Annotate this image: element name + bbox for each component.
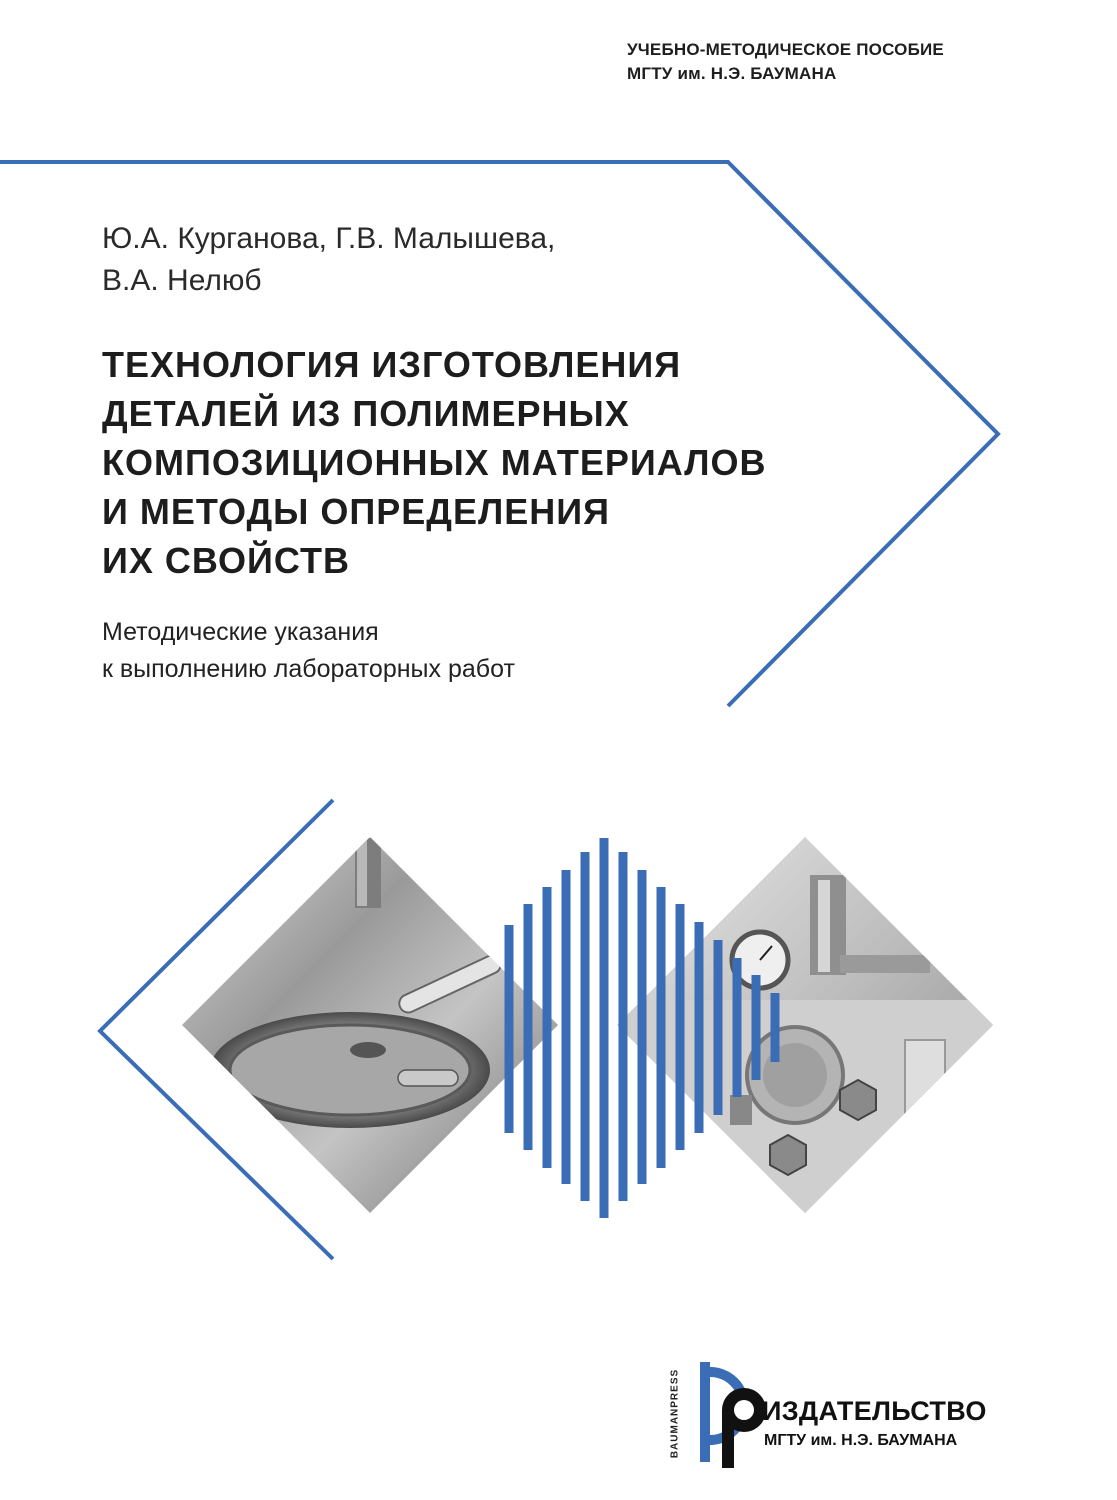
blue-bars xyxy=(509,838,775,1218)
publisher-block xyxy=(668,1360,1008,1470)
subtitle-line-1: Методические указания xyxy=(102,618,379,646)
authors-line-1: Ю.А. Курганова, Г.В. Малышева, xyxy=(102,222,556,255)
book-subtitle xyxy=(102,614,515,688)
title-line-4: И МЕТОДЫ ОПРЕДЕЛЕНИЯ xyxy=(102,491,610,532)
series-line-1: УЧЕБНО-МЕТОДИЧЕСКОЕ ПОСОБИЕ xyxy=(627,40,944,59)
publisher-name: ИЗДАТЕЛЬСТВО xyxy=(762,1396,987,1426)
publisher-subname: МГТУ им. Н.Э. БАУМАНА xyxy=(764,1432,958,1449)
title-line-1: ТЕХНОЛОГИЯ ИЗГОТОВЛЕНИЯ xyxy=(102,344,682,385)
title-line-5: ИХ СВОЙСТВ xyxy=(102,540,350,581)
title-line-2: ДЕТАЛЕЙ ИЗ ПОЛИМЕРНЫХ xyxy=(102,393,630,434)
series-line-2: МГТУ им. Н.Э. БАУМАНА xyxy=(627,64,837,83)
subtitle-line-2: к выполнению лабораторных работ xyxy=(102,655,515,683)
right-photo-diamond xyxy=(617,837,993,1213)
series-label xyxy=(627,38,944,86)
publisher-vertical-label xyxy=(668,1360,682,1470)
book-title xyxy=(102,340,766,585)
title-line-3: КОМПОЗИЦИОННЫХ МАТЕРИАЛОВ xyxy=(102,442,767,483)
authors xyxy=(102,218,555,302)
authors-line-2: В.А. Нелюб xyxy=(102,264,262,297)
publisher-vertical-text: BAUMANPRESS xyxy=(669,1368,681,1459)
